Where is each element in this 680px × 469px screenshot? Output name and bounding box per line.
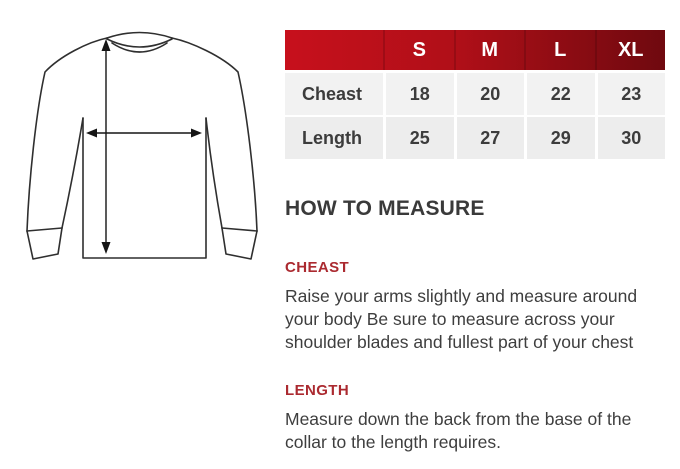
table-row-cheast [285, 70, 665, 115]
size-chart-header-row [285, 30, 665, 70]
cheast-instructions-section [285, 259, 667, 354]
size-col-m: M [454, 30, 525, 70]
how-to-measure-title: HOW TO MEASURE [285, 197, 485, 220]
cheast-m-value: 20 [454, 70, 525, 115]
length-m-value: 27 [454, 115, 525, 159]
length-s-value: 25 [383, 115, 454, 159]
size-col-l: L [524, 30, 595, 70]
cheast-heading: CHEAST [285, 259, 350, 276]
cheast-l-value: 22 [524, 70, 595, 115]
shirt-outline [27, 33, 257, 260]
length-instructions-section [285, 382, 667, 454]
row-label-length: Length [285, 115, 383, 159]
length-instruction-line: collar to the length requires. [285, 432, 501, 452]
length-arrow-icon [102, 39, 111, 254]
size-chart-corner-cell [285, 30, 383, 70]
size-chart-table [285, 30, 665, 159]
cheast-s-value: 18 [383, 70, 454, 115]
table-row-length [285, 115, 665, 159]
size-info-panel [285, 0, 667, 469]
shirt-diagram-svg [0, 0, 283, 290]
cheast-instruction-line: shoulder blades and fullest part of your chest [285, 332, 634, 352]
chest-arrow-icon [86, 129, 202, 138]
cheast-instruction-line: your body Be sure to measure across your [285, 309, 615, 329]
cheast-instruction-line: Raise your arms slightly and measure around [285, 286, 638, 306]
length-l-value: 29 [524, 115, 595, 159]
length-instruction-line: Measure down the back from the base of the [285, 409, 632, 429]
length-xl-value: 30 [595, 115, 666, 159]
length-heading: LENGTH [285, 382, 350, 399]
size-col-xl: XL [595, 30, 666, 70]
cheast-xl-value: 23 [595, 70, 666, 115]
row-label-cheast: Cheast [285, 70, 383, 115]
size-col-s: S [383, 30, 454, 70]
shirt-measurement-diagram [0, 0, 283, 290]
